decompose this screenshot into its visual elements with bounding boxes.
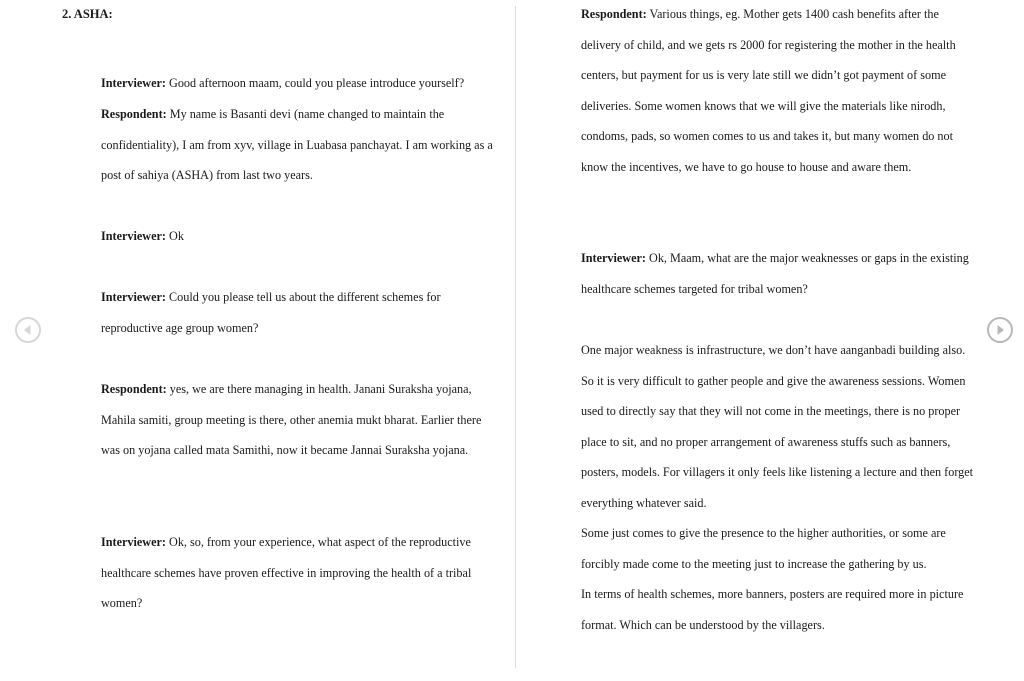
- speaker-label: Respondent:: [101, 107, 167, 121]
- interview-paragraph: [581, 579, 981, 640]
- interview-paragraph: [581, 0, 981, 183]
- interview-paragraph: [101, 99, 501, 191]
- interview-paragraph: [101, 221, 501, 252]
- speech-text: One major weakness is infrastructure, we don’t have aanganbadi building also. So it is very difficult to gather people and give the awareness sessions. Women used to directly say that they will not come in the meetings, there is no proper place to sit, and no proper arrangement of awareness stuffs such as banners, posters, models. For villagers it only feels like listening a lecture and then forget everything whatever said.: [581, 343, 974, 510]
- next-page-button[interactable]: [987, 317, 1013, 343]
- speech-text: Ok, so, from your experience, what aspect of the reproductive healthcare schemes have proven effective in improving the health of a tribal women?: [101, 535, 472, 611]
- interview-paragraph: [101, 374, 501, 466]
- speaker-label: Respondent:: [581, 7, 647, 21]
- speech-text: Some just comes to give the presence to the higher authorities, or some are forcibly made come to the meeting just to increase the gathering by us.: [581, 526, 946, 571]
- section-heading: 2. ASHA:: [62, 7, 113, 21]
- speech-text: yes, we are there managing in health. Janani Suraksha yojana, Mahila samiti, group meeting is there, other anemia mukt bharat. Earlier there was on yojana called mata Samithi, now it became Jannai Suraksha yojana.: [101, 382, 482, 458]
- chevron-right-icon: [989, 319, 1011, 341]
- speaker-label: Interviewer:: [101, 290, 166, 304]
- speaker-label: Interviewer:: [581, 251, 646, 265]
- interview-paragraph: [101, 282, 501, 343]
- chevron-left-icon: [17, 319, 39, 341]
- speech-text: In terms of health schemes, more banners, posters are required more in picture format. Which can be understood by the villagers.: [581, 587, 964, 632]
- speech-text: Ok, Maam, what are the major weaknesses or gaps in the existing healthcare schemes targeted for tribal women?: [581, 251, 969, 296]
- previous-page-button[interactable]: [15, 317, 41, 343]
- interview-paragraph: [581, 518, 981, 579]
- speech-text: Various things, eg. Mother gets 1400 cash benefits after the delivery of child, and we gets rs 2000 for registering the mother in the health centers, but payment for us is very late still we didn’t got payment of some deliveries. Some women knows that we will give the materials like nirodh, condoms, pads, so women comes to us and takes it, but many women do not know the incentives, we have to go house to house and aware them.: [581, 7, 956, 174]
- speaker-label: Interviewer:: [101, 76, 166, 90]
- interview-paragraph: [101, 527, 501, 619]
- interview-paragraph: [581, 243, 981, 304]
- interview-paragraph: [101, 68, 501, 99]
- speech-text: My name is Basanti devi (name changed to maintain the confidentiality), I am from xyv, village in Luabasa panchayat. I am working as a post of sahiya (ASHA) from last two years.: [101, 107, 493, 183]
- speaker-label: Respondent:: [101, 382, 167, 396]
- speaker-label: Interviewer:: [101, 535, 166, 549]
- interview-paragraph: [581, 335, 981, 519]
- speaker-label: Interviewer:: [101, 229, 166, 243]
- right-page: [516, 0, 1024, 681]
- speech-text: Good afternoon maam, could you please introduce yourself?: [165, 76, 465, 90]
- speech-text: Could you please tell us about the different schemes for reproductive age group women?: [101, 290, 441, 335]
- speech-text: Ok: [165, 229, 184, 243]
